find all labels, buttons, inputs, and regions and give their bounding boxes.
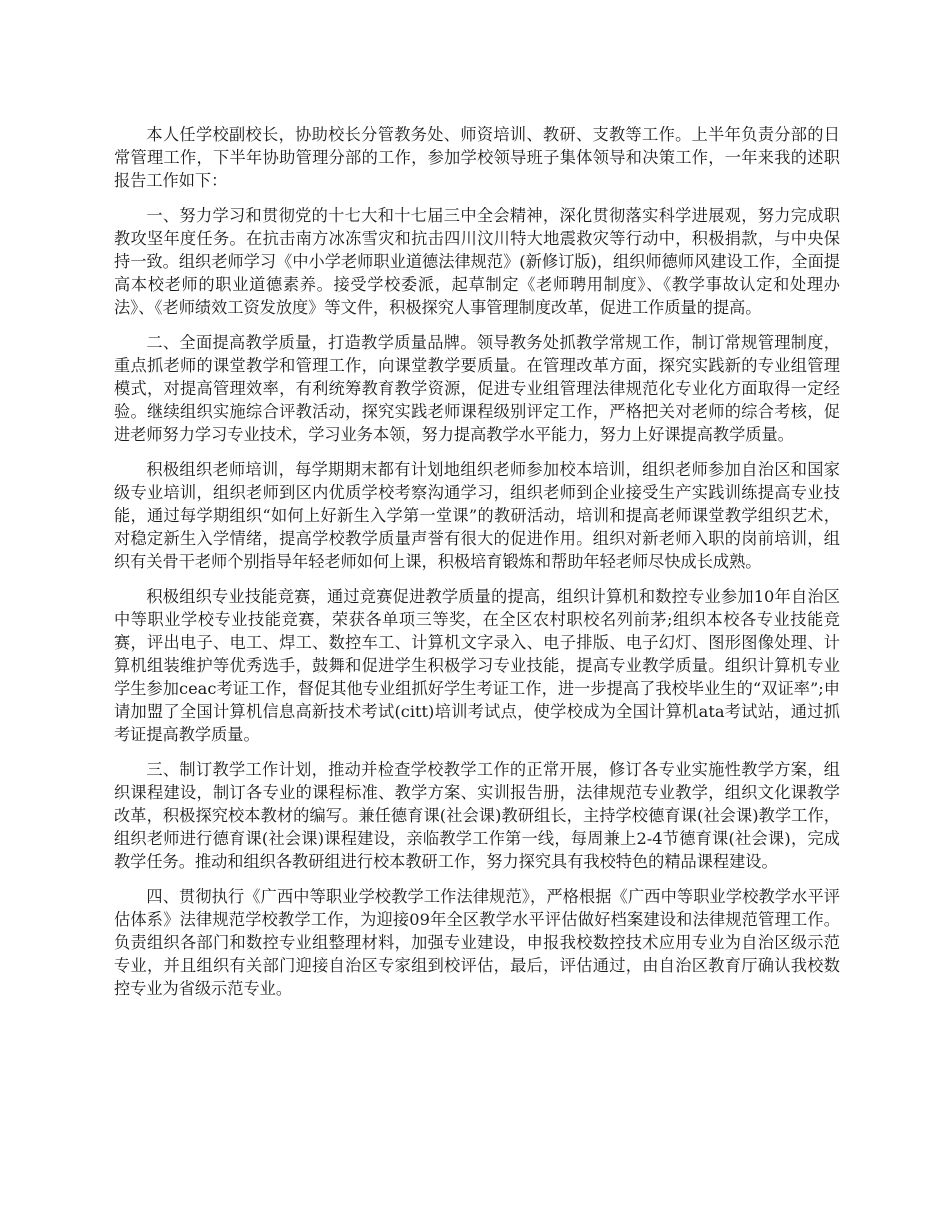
paragraph-skills-competition: 积极组织专业技能竞赛，通过竞赛促进教学质量的提高，组织计算机和数控专业参加10年自治区中等职业学校专业技能竞赛，荣获各单项三等奖，在全区农村职校名列前茅;组织本校各专业技能竞赛，评出电子、电工、焊工、数控车工、计算机文字录入、电子排版、电子幻灯、图形图像处理、计算机组装维护等优秀选手，鼓舞和促进学生积极学习专业技能，提高专业教学质量。组织计算机专业学生参加ceac考证工作，督促其他专业组抓好学生考证工作，进一步提高了我校毕业生的“双证率”;申请加盟了全国计算机信息高新技术考试(citt)培训考试点，使学校成为全国计算机ata考试站，通过抓考证提高教学质量。 (114, 587, 840, 744)
paragraph-teacher-training: 积极组织老师培训，每学期期末都有计划地组织老师参加校本培训，组织老师参加自治区和国家级专业培训，组织老师到区内优质学校考察沟通学习，组织老师到企业接受生产实践训练提高专业技能，通过每学期组织“如何上好新生入学第一堂课”的教研活动，培训和提高老师课堂教学组织艺术，对稳定新生入学情绪，提高学校教学质量声誉有很大的促进作用。组织对新老师入职的岗前培训，组织有关骨干老师个别指导年轻老师如何上课，积极培育锻炼和帮助年轻老师尽快成长成熟。 (114, 460, 840, 571)
paragraph-section-4: 四、贯彻执行《广西中等职业学校教学工作法律规范》，严格根据《广西中等职业学校教学水平评估体系》法律规范学校教学工作，为迎接09年全区教学水平评估做好档案建设和法律规范管理工作。负责组织各部门和数控专业组整理材料，加强专业建设，申报我校数控技术应用专业为自治区级示范专业，并且组织有关部门迎接自治区专家组到校评估，最后，评估通过，由自治区教育厅确认我校数控专业为省级示范专业。 (114, 887, 840, 998)
document-body (114, 123, 840, 1012)
paragraph-section-1: 一、努力学习和贯彻党的十七大和十七届三中全会精神，深化贯彻落实科学进展观，努力完成职教攻坚年度任务。在抗击南方冰冻雪灾和抗击四川汶川特大地震救灾等行动中，积极捐款，与中央保持一致。组织老师学习《中小学老师职业道德法律规范》(新修订版)，组织师德师风建设工作，全面提高本校老师的职业道德素养。接受学校委派，起草制定《老师聘用制度》、《教学事故认定和处理办法》、《老师绩效工资发放度》等文件，积极探究人事管理制度改革，促进工作质量的提高。 (114, 206, 840, 317)
paragraph-section-2: 二、全面提高教学质量，打造教学质量品牌。领导教务处抓教学常规工作，制订常规管理制度，重点抓老师的课堂教学和管理工作，向课堂教学要质量。在管理改革方面，探究实践新的专业组管理模式，对提高管理效率，有利统筹教育教学资源，促进专业组管理法律规范化专业化方面取得一定经验。继续组织实施综合评教活动，探究实践老师课程级别评定工作，严格把关对老师的综合考核，促进老师努力学习专业技术，学习业务本领，努力提高教学水平能力，努力上好课提高教学质量。 (114, 333, 840, 444)
paragraph-intro: 本人任学校副校长，协助校长分管教务处、师资培训、教研、支教等工作。上半年负责分部的日常管理工作，下半年协助管理分部的工作，参加学校领导班子集体领导和决策工作，一年来我的述职报告工作如下： (114, 125, 840, 190)
paragraph-section-3: 三、制订教学工作计划，推动并检查学校教学工作的正常开展，修订各专业实施性教学方案，组织课程建设，制订各专业的课程标准、教学方案、实训报告册，法律规范专业教学，组织文化课教学改革，积极探究校本教材的编写。兼任德育课(社会课)教研组长，主持学校德育课(社会课)教学工作，组织老师进行德育课(社会课)课程建设，亲临教学工作第一线，每周兼上2-4节德育课(社会课)，完成教学任务。推动和组织各教研组进行校本教研工作，努力探究具有我校特色的精品课程建设。 (114, 760, 840, 871)
